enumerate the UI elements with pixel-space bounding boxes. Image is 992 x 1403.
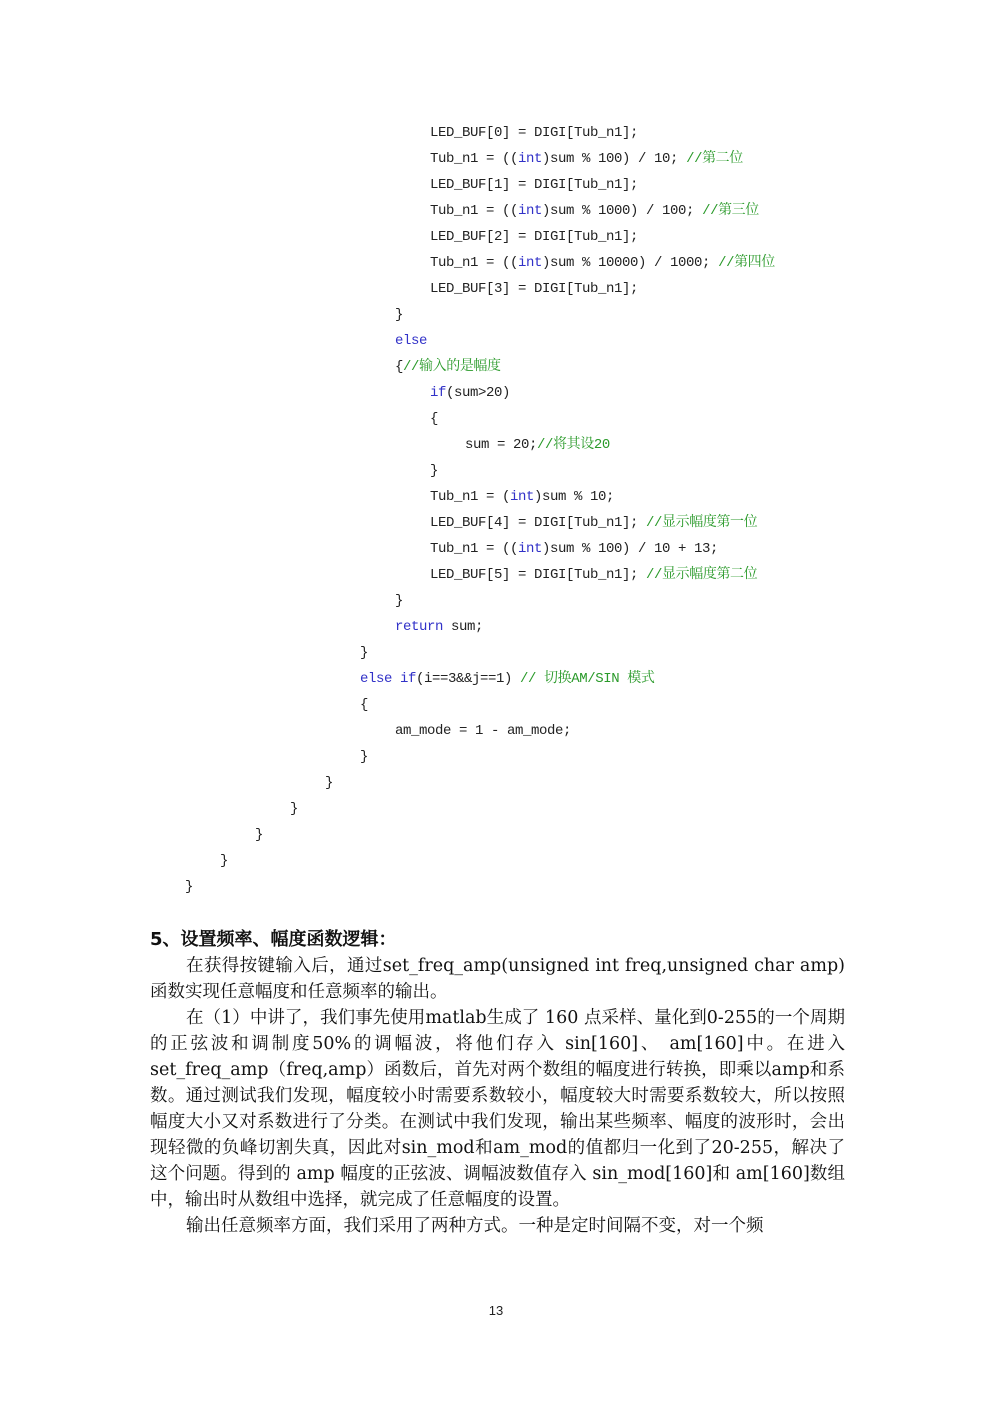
code-line — [430, 224, 638, 250]
code-text: } — [395, 593, 404, 609]
code-keyword: if — [430, 385, 447, 401]
code-keyword: int — [510, 489, 535, 505]
code-line — [395, 718, 571, 744]
code-text: (i==3&&j==1) — [416, 671, 521, 687]
code-line — [255, 822, 263, 848]
code-text: am_mode = 1 - am_mode; — [395, 723, 572, 739]
code-line — [220, 848, 228, 874]
code-line — [430, 380, 510, 406]
code-line — [360, 666, 654, 692]
code-text: { — [360, 697, 369, 713]
code-keyword: int — [518, 541, 543, 557]
code-text: } — [395, 307, 404, 323]
code-text: LED_BUF[3] = DIGI[Tub_n1]; — [430, 281, 639, 297]
code-line — [430, 458, 438, 484]
code-comment: //显示幅度第二位 — [646, 567, 758, 583]
code-text: Tub_n1 = (( — [430, 541, 519, 557]
code-line — [430, 198, 759, 224]
code-line — [360, 744, 368, 770]
page-number: 13 — [488, 1303, 504, 1318]
code-text: Tub_n1 = (( — [430, 255, 519, 271]
code-line — [430, 484, 614, 510]
code-comment: // 切换AM/SIN 模式 — [520, 671, 655, 687]
code-text: } — [255, 827, 264, 843]
code-text: } — [325, 775, 334, 791]
code-text: sum = 20; — [465, 437, 538, 453]
code-keyword: else if — [360, 671, 417, 687]
code-text: LED_BUF[4] = DIGI[Tub_n1]; — [430, 515, 647, 531]
code-comment: //第二位 — [686, 151, 743, 167]
code-line — [430, 536, 718, 562]
code-comment: //显示幅度第一位 — [646, 515, 758, 531]
code-keyword: int — [518, 255, 543, 271]
code-line — [430, 562, 757, 588]
code-line — [395, 302, 403, 328]
code-line — [430, 120, 638, 146]
paragraph: 输出任意频率方面，我们采用了两种方式。一种是定时间隔不变，对一个频 — [186, 1216, 764, 1236]
code-text: { — [430, 411, 439, 427]
code-keyword: else — [395, 333, 428, 349]
code-line — [395, 588, 403, 614]
code-text: )sum % 10; — [534, 489, 615, 505]
code-line — [430, 146, 743, 172]
code-text: LED_BUF[2] = DIGI[Tub_n1]; — [430, 229, 639, 245]
code-text: } — [185, 879, 194, 895]
code-text: Tub_n1 = (( — [430, 151, 519, 167]
code-comment: //输入的是幅度 — [403, 359, 501, 375]
code-line — [360, 640, 368, 666]
code-line — [395, 328, 427, 354]
code-text: (sum>20) — [446, 385, 511, 401]
code-comment: //将其设20 — [537, 437, 610, 453]
code-comment: //第三位 — [702, 203, 759, 219]
code-text: } — [220, 853, 229, 869]
code-line — [395, 614, 483, 640]
code-text: )sum % 100) / 10 + 13; — [542, 541, 719, 557]
code-text: )sum % 1000) / 100; — [542, 203, 703, 219]
code-text: Tub_n1 = (( — [430, 203, 519, 219]
code-text: } — [360, 749, 369, 765]
section-heading: 5、设置频率、幅度函数逻辑： — [150, 929, 397, 950]
code-line — [430, 250, 775, 276]
paragraph: 在获得按键输入后，通过set_freq_amp(unsigned int freq,unsigned char amp)函数实现任意幅度和任意频率的输出。 — [150, 956, 845, 1002]
code-keyword: return — [395, 619, 444, 635]
code-text: sum; — [443, 619, 484, 635]
code-text: } — [290, 801, 299, 817]
code-line — [325, 770, 333, 796]
code-line — [465, 432, 610, 458]
code-keyword: int — [518, 203, 543, 219]
code-text: )sum % 100) / 10; — [542, 151, 687, 167]
code-text: } — [430, 463, 439, 479]
code-line — [430, 510, 757, 536]
code-text: { — [395, 359, 404, 375]
paragraph: 在（1）中讲了，我们事先使用matlab生成了 160 点采样、量化到0-255的一个周期的正弦波和调制度50%的调幅波，将他们存入 sin[160]、 am[160]中。在进入 set_freq_amp（freq,amp）函数后，首先对两个数组的幅度进行转换，即乘以amp和系数。通过测试我们发现，幅度较小时需要系数较小，幅度较大时需要系数较大，所以按照幅度大小又对系数进行了分类。在测试中我们发现，输出某些频率、幅度的波形时，会出现轻微的负峰切割失真，因此对sin_mod和am_mod的值都归一化到了20-255，解决了这个问题。得到的 amp 幅度的正弦波、调幅波数值存入 sin_mod[160]和 am[160]数组中，输出时从数组中选择，就完成了任意幅度的设置。 — [150, 1008, 845, 1210]
code-text: LED_BUF[5] = DIGI[Tub_n1]; — [430, 567, 647, 583]
section-body — [150, 953, 845, 1239]
code-line — [185, 874, 193, 900]
code-text: )sum % 10000) / 1000; — [542, 255, 719, 271]
code-line — [290, 796, 298, 822]
code-text: LED_BUF[1] = DIGI[Tub_n1]; — [430, 177, 639, 193]
code-line — [430, 276, 638, 302]
code-line — [360, 692, 368, 718]
code-text: Tub_n1 = ( — [430, 489, 511, 505]
code-keyword: int — [518, 151, 543, 167]
code-line — [430, 406, 438, 432]
code-text: } — [360, 645, 369, 661]
code-line — [395, 354, 501, 380]
code-text: LED_BUF[0] = DIGI[Tub_n1]; — [430, 125, 639, 141]
code-line — [430, 172, 638, 198]
code-comment: //第四位 — [718, 255, 775, 271]
